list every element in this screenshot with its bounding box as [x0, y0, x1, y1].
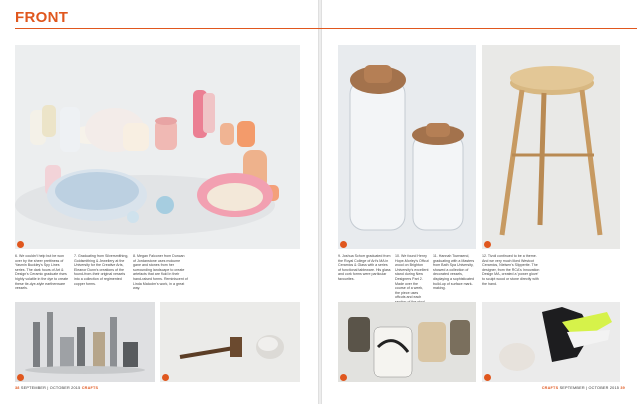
caption-11: 11. Hannah Townsend, graduating with a Masters from Bath Spa University, showed a collection of decorated vessels, displaying a sophisticated build-up of surface mark-making. [433, 254, 475, 291]
marker-12 [484, 374, 491, 381]
glass-jars-illustration [338, 45, 476, 249]
glass-jars-photo [338, 45, 476, 249]
marker-10 [484, 241, 491, 248]
metal-vessels-photo [15, 302, 155, 382]
power-glove-illustration [482, 302, 620, 382]
folio-right-issue: SEPTEMBER | OCTOBER 2015 [559, 386, 620, 390]
caption-12: 12. Tivoli continued to be a theme. And we very much liked Westcot Ceramics, Nielsen's Slipperite. The designer, from the RCA's Innovation Design MA, created a 'power glove' to sculpt wood or stone directly with the hand. [482, 254, 540, 286]
folio-left-brand: CRAFTS [81, 386, 99, 390]
marker-8 [162, 374, 169, 381]
decorated-vessels-photo [338, 302, 476, 382]
hammer-stone-illustration [160, 302, 300, 382]
folio-right-brand: CRAFTS [541, 386, 559, 390]
folio-right [542, 386, 625, 390]
caption-8: 8. Megan Falconer from Duncan of Jordanstone uses mokume gane and stones from her surrounding landscape to create artefacts that are fluid in their hand-raised forms. Reminiscent of Linda Malcolm's work, in a great way. [133, 254, 188, 291]
marker-6 [17, 241, 24, 248]
caption-6: 6. We couldn't help but be won over by the sheer prettiness of Yasmin Buckley's Spy Lines series. The dark hours of Art & Design's Ceramic graduate rises highly volatile in the dye to create these tie-dye-style earthenware vessels. [15, 254, 69, 291]
folio-right-page: 39 [620, 386, 625, 390]
folio-left-issue: SEPTEMBER | OCTOBER 2015 [20, 386, 81, 390]
decorated-vessels-illustration [338, 302, 476, 382]
marker-7 [17, 374, 24, 381]
marker-11 [340, 374, 347, 381]
folio-left [15, 386, 98, 390]
section-title: FRONT [15, 9, 69, 26]
section-rule [15, 28, 637, 29]
power-glove-photo [482, 302, 620, 382]
wooden-stool-photo [482, 45, 620, 249]
ceramics-illustration [15, 45, 300, 249]
folio-left-page: 38 [15, 386, 20, 390]
hammer-stone-photo [160, 302, 300, 382]
caption-7: 7. Graduating from Silversmithing, Goldsmithing & Jewellery at the University for the Creative Arts, Eleanor Dunn's creations of the found-from-their original vessels into a collection of regimented copper forms. [74, 254, 129, 286]
wooden-stool-illustration [482, 45, 620, 249]
caption-10: 10. We found Henry Hope-Morley's Offcut wood on Brighton University's excellent stand during New Designers Part 2. Made over the course of a week, the piece uses offcuts and each [395, 254, 429, 300]
metal-vessels-illustration [15, 302, 155, 382]
ceramics-photo [15, 45, 300, 249]
marker-9 [340, 241, 347, 248]
caption-9: 9. Joshua Schorr graduated from the Royal College of Art's MA in Ceramics & Glass with a series of functional tableware. His glass and cork forms were particular favourites. [338, 254, 391, 281]
